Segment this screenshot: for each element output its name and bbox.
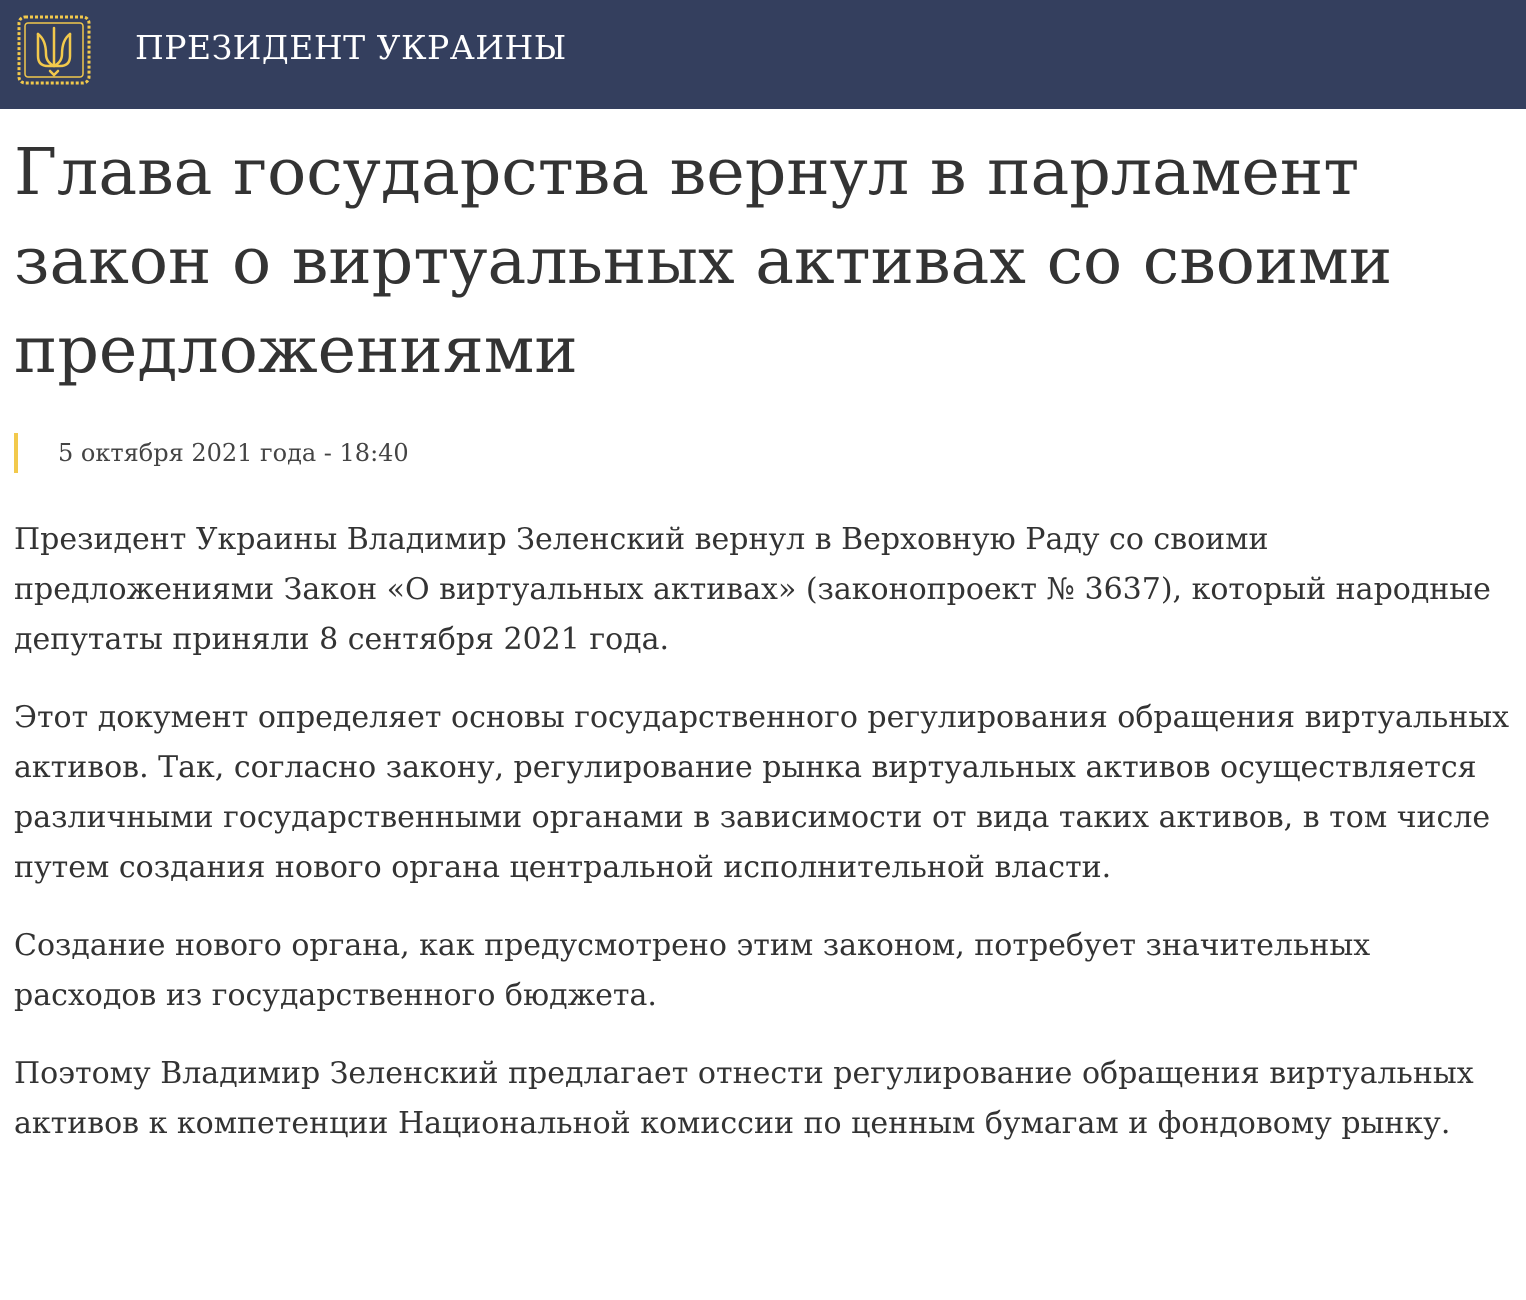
trident-emblem-icon[interactable] (16, 14, 92, 86)
article-date-text: 5 октября 2021 года - 18:40 (58, 439, 409, 467)
article-paragraph: Поэтому Владимир Зеленский предлагает отнести регулирование обращения виртуальных активов к компетенции Национальной комиссии по ценным бумагам и фондовому рынку. (14, 1056, 1474, 1141)
article-body (14, 515, 1514, 1177)
article-paragraph: Президент Украины Владимир Зеленский вернул в Верховную Раду со своими предложениями Закон «О виртуальных активах» (законопроект № 3637), который народные депутаты приняли 8 сентября 2021 года. (14, 522, 1491, 657)
article-date (14, 433, 409, 473)
site-header (0, 0, 1526, 109)
article-paragraph: Этот документ определяет основы государственного регулирования обращения виртуальных активов. Так, согласно закону, регулирование рынка виртуальных активов осуществляется различными государственными органами в зависимости от вида таких активов, в том числе путем создания нового органа центральной исполнительной власти. (14, 700, 1510, 885)
article-title: Глава государства вернул в парламент закон о виртуальных активах со своими предложениями (14, 135, 1393, 388)
article-paragraph: Создание нового органа, как предусмотрено этим законом, потребует значительных расходов из государственного бюджета. (14, 928, 1371, 1013)
site-title-link[interactable]: ПРЕЗИДЕНТ УКРАИНЫ (135, 28, 567, 67)
